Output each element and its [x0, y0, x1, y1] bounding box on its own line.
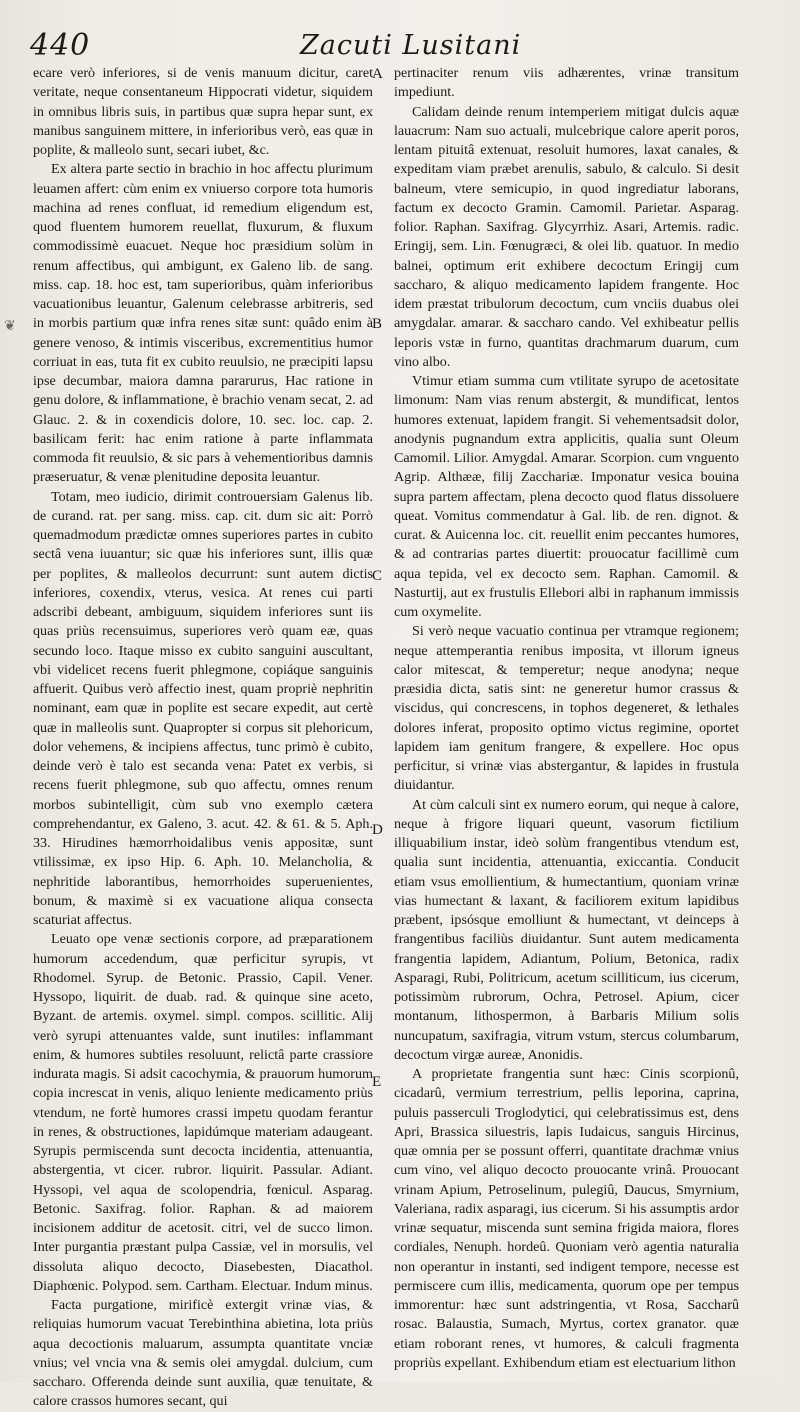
paragraph: Facta purgatione, mirificè extergit vrinæ vias, & reliquias humorum vacuat Terebinthina abietina, lota priùs aqua decoctionis maluarum, assumpta quantitate vnciæ vnius; vel vncia vna & semis olei amygdal. dulcium, cum saccharo. Offerenda deinde sunt auxilia, quæ tenuitate, & calore crassos humores secant, qui [33, 1297, 373, 1410]
paragraph: A proprietate frangentia sunt hæc: Cinis scorpionû, cicadarû, vermium terrestrium, pellis leporina, caprina, puluis passerculi Troglodytici, qui celebratissimus est, dens Apri, Brassica siluestris, lapis Iudaicus, sanguis Hircinus, quæ omnia per se possunt offerri, quantitate drachmæ vnius cum vino, vel aliquo decocto prouocante vrinâ. Prouocant vrinam Apium, Petroselinum, pulegiû, Daucus, Smyrnium, Valeriana, radix asparagi, ius cicerum. Si his assumptis ardor vrinæ sequatur, miscenda sunt semina frigida maiora, flores cordiales, Nenuph. hordeû. Quoniam verò agentia naturalia non operantur in instanti, sed indigent tempore, necesse est permiscere cum illis, medicamenta, quorum ope per tempus immorentur: hæc sunt adstringentia, vt Rosa, Saccharû rosac. Balaustia, Sumach, Myrtus, cortex granator. quæ etiam roborant renes, vt humores, & calculi fragmenta propriùs expellant. Exhibendum etiam est electuarium lithon [394, 1066, 739, 1371]
paragraph: Ex altera parte sectio in brachio in hoc affectu plurimum leuamen affert: cùm enim ex vniuerso corpore tota humoris machina ad renes confluat, id remedium eligendum est, quod fluentem humorem reuellat, fluxurum, & fluxum commodissimè euacuet. Neque hoc præsidium solùm in renum affectibus, qui ambigunt, ex Galeno lib. de sang. miss. cap. 18. hoc est, tam superioribus, quàm inferioribus vacuationibus leuantur, Galenum celebrasse arbitreris, sed in morbis partium quæ infra renes sitæ sunt: quâdo enim à genere venoso, & intimis visceribus, excrementitius humor corriuat in eas, tuta fit ex cubito reuulsio, ne præcipiti lapsu ipse decumbar, maiora damna pararurus, Hac ratione in genu dolore, & inflammatione, è brachio venam secat, 2. ad Glauc. 2. & in coxendicis dolore, 10. sec. loc. cap. 2. basilicam ferit: hac enim ratione à parte inflammata commoda fit reuulsio, & sic pars à vehementioribus damnis præseruatur, & venæ plenitudine deposita leuantur. [33, 161, 373, 486]
page-number: 440 [30, 28, 91, 63]
running-head: Zacuti Lusitani [300, 30, 522, 61]
margin-letter-e: E [372, 1074, 382, 1090]
paragraph: Vtimur etiam summa cum vtilitate syrupo de acetositate limonum: Nam vias renum abstergit, & mundificat, lentos humores extenuat, lapidem frangit. Si vehementsadsit dolor, anodynis pugnandum extra applicitis, qualia sunt Oleum Camomil. Lilior. Amygdal. Amarar. Scorpion. cum vnguento Agrip. Althææ, filij Zacchariæ. Imponatur vesica bouina supra partem affectam, plena decocto quod flatus dissoluere queat. Vomitus commendatur à Gal. lib. de ren. dignot. & curat. & Auicenna loc. cit. reuellit enim peccantes humores, & ad contrarias partes diuertit: prouocatur facillimè cum aqua tepida, vel ex decocto sem. Raphan. Camomil. & Nasturtij, aut ex frustulis Ellebori albi in raphanum immissis cum oxymelite. [394, 373, 739, 620]
fleuron-mark-icon: ❦ [4, 318, 16, 334]
paragraph: pertinaciter renum viis adhærentes, vrinæ transitum impediunt. [394, 65, 739, 101]
paragraph: Calidam deinde renum intemperiem mitigat dulcis aquæ lauacrum: Nam suo actuali, mulcebrique calore aperit poros, lentam pituitâ extenuat, resoluit humores, laxat canales, & expeditam viam præbet arenulis, sabulo, & calculo. Si desit balneum, vtere semicupio, in quod ingrediatur laborans, factum ex decocto Gramin. Camomil. Parietar. Asparag. folior. Raphan. Saxifrag. Glycyrrhiz. Asari, Artemis. radic. Eringij, sem. Lin. Fœnugræci, & olei lib. quatuor. In medio balnei, optimum erit exhibere decoctum Eringij cum saccharo, & aliquo medicamento lapidem frangente. Hoc idem præstat tribulorum decoctum, cum vnciis duabus olei amygdalar. amarar. & saccharo cando. Vel exhibeatur pellis leporis vstæ in furno, quantitas drachmarum duarum, cum vino albo. [394, 103, 739, 370]
paragraph: ecare verò inferiores, si de venis manuum dicitur, caret veritate, neque consentaneum Hippocrati videtur, siquidem in omnibus libris suis, in partibus quæ supra hepar sunt, ex manibus sanguinem mittere, in inferioribus verò, eas quæ in poplite, & malleolo sunt, secari iubet, &c. [33, 65, 373, 158]
margin-letter-b: B [372, 316, 383, 332]
margin-letter-c: C [372, 568, 383, 584]
paragraph: Leuato ope venæ sectionis corpore, ad præparationem humorum accedendum, quæ perficitur syrupis, vt Rhodomel. Syrup. de Betonic. Prassio, Capil. Vener. Hyssopo, liquirit. de duab. rad. & quinque sine aceto, Byzant. de artemis. oxymel. simpl. compos. scillitic. Alij verò syrupi attenuantes valde, sunt inutiles: inflammant enim, & humores subtiles resoluunt, relictâ parte crassiore indurata magis. Si adsit cacochymia, & prauorum humorum copia increscat in venis, aliquo leniente medicamento priùs vtendum, ne fortè humores crassi impetu quodam ferantur in renes, & obstructiones, lapidúmque materiam adaugeant. Syrupis permiscenda sunt decocta incidentia, attenuantia, abstergentia, vt cicer. rubror. liquirit. Passular. Adiant. Hyssopi, vel aqua de scolopendria, fœnicul. Asparag. Betonic. Saxifrag. folior. Raphan. & ad maiorem incisionem additur de acetosit. citri, vel de succo limon. Inter purgantia præstant pulpa Cassiæ, vel in morsulis, vel dissoluta aliquo decocto, Diasebesten, Diacathol. Diaphœnic. Polypod. sem. Cartham. Electuar. Indum minus. [33, 931, 373, 1294]
left-column [33, 64, 373, 1412]
paragraph: Totam, meo iudicio, dirimit controuersiam Galenus lib. de curand. rat. per sang. miss. cap. cit. dum sic ait: Porrò quemadmodum prædictæ omnes superiores partes in cubito sectâ vena iuuantur; sic quæ his inferiores sunt, illis quæ per poplites, & malleolos decurrunt: sunt autem dictis inferiores, coxendix, vterus, vesica. At renes cui parti adscribi debeant, ambiguum, siquidem inferiores sunt iis quas priùs recensuimus, superiores verò quam eæ, quas secundo loco. Itaque misso ex cubito sanguini auscultant, vbi videlicet recens fuerit phlegmone, copiáque sanguinis affuerit. Quibus verò affectio inest, quam propriè nephritin nominant, eam quæ in poplite est secare expedit, aut certè quæ in malleolis sunt. Quapropter si corpus sit plehoricum, dolor vehemens, & incipiens affectus, tunc primò è cubito, deinde verò è talo est secanda vena: Patet ex verbis, si recens fuerit phlegmone, sub quo affectu, omnes renum morbos subintelligit, cùm sub vno exemplo cætera comprehendantur, ex Galeno, 3. acut. 42. & 61. & 5. Aph. 33. Hirudines hæmorrhoidalibus venis appositæ, sunt vtilissimæ, ex ipso Hip. 6. Aph. 10. Melancholia, & nephritide laborantibus, hemorrhoides superuenientes, bonum, & maximè si ex vacuatione aliqua consecta scaturiat affectus. [33, 488, 373, 928]
margin-letter-a: A [372, 66, 383, 82]
margin-letter-d: D [372, 822, 383, 838]
right-column [394, 64, 739, 1373]
paragraph: At cùm calculi sint ex numero eorum, qui neque à calore, neque à frigore liquari queunt, vasorum fictilium illiquabilium instar, ideò solùm frangentibus vtendum est, qualia sunt incidentia, attenuantia, exiccantia. Conducit etiam vsus emollientium, & humectantium, quoniam vrinæ vias humectant & laxant, & faciliorem exitum lapidibus præbent, ipsósque emolliunt & humectant, vt deinceps à frangentibus faciliùs diuidantur. Sunt autem medicamenta frangentia lapidem, Adiantum, Polium, Betonica, radix Asparagi, Rubi, Politricum, acetum scilliticum, ius cicerum, potissimùm rubrorum, Ochra, Petrosel. Apium, cicer montanum, lithospermon, à Barbaris Milium solis nuncupatum, saxifragia, vitrum vstum, stercus columbarum, decoctum virgæ aureæ, Anonidis. [394, 796, 739, 1063]
paragraph: Si verò neque vacuatio continua per vtramque regionem; neque attemperantia renibus imposita, vt illorum igneus calor mitescat, & temperetur; neque anodyna; neque præsidia dicta, satis sint: ne generetur humor crassus & viscidus, qui concrescens, in tophos degeneret, & lethales dolores inferat, proposito optimo victus regimine, oportet lapidem iam genitum frangere, & expellere. Hoc opus perficitur, si vrinæ vias abstergantur, & lapides in frustula diuidantur. [394, 623, 739, 794]
